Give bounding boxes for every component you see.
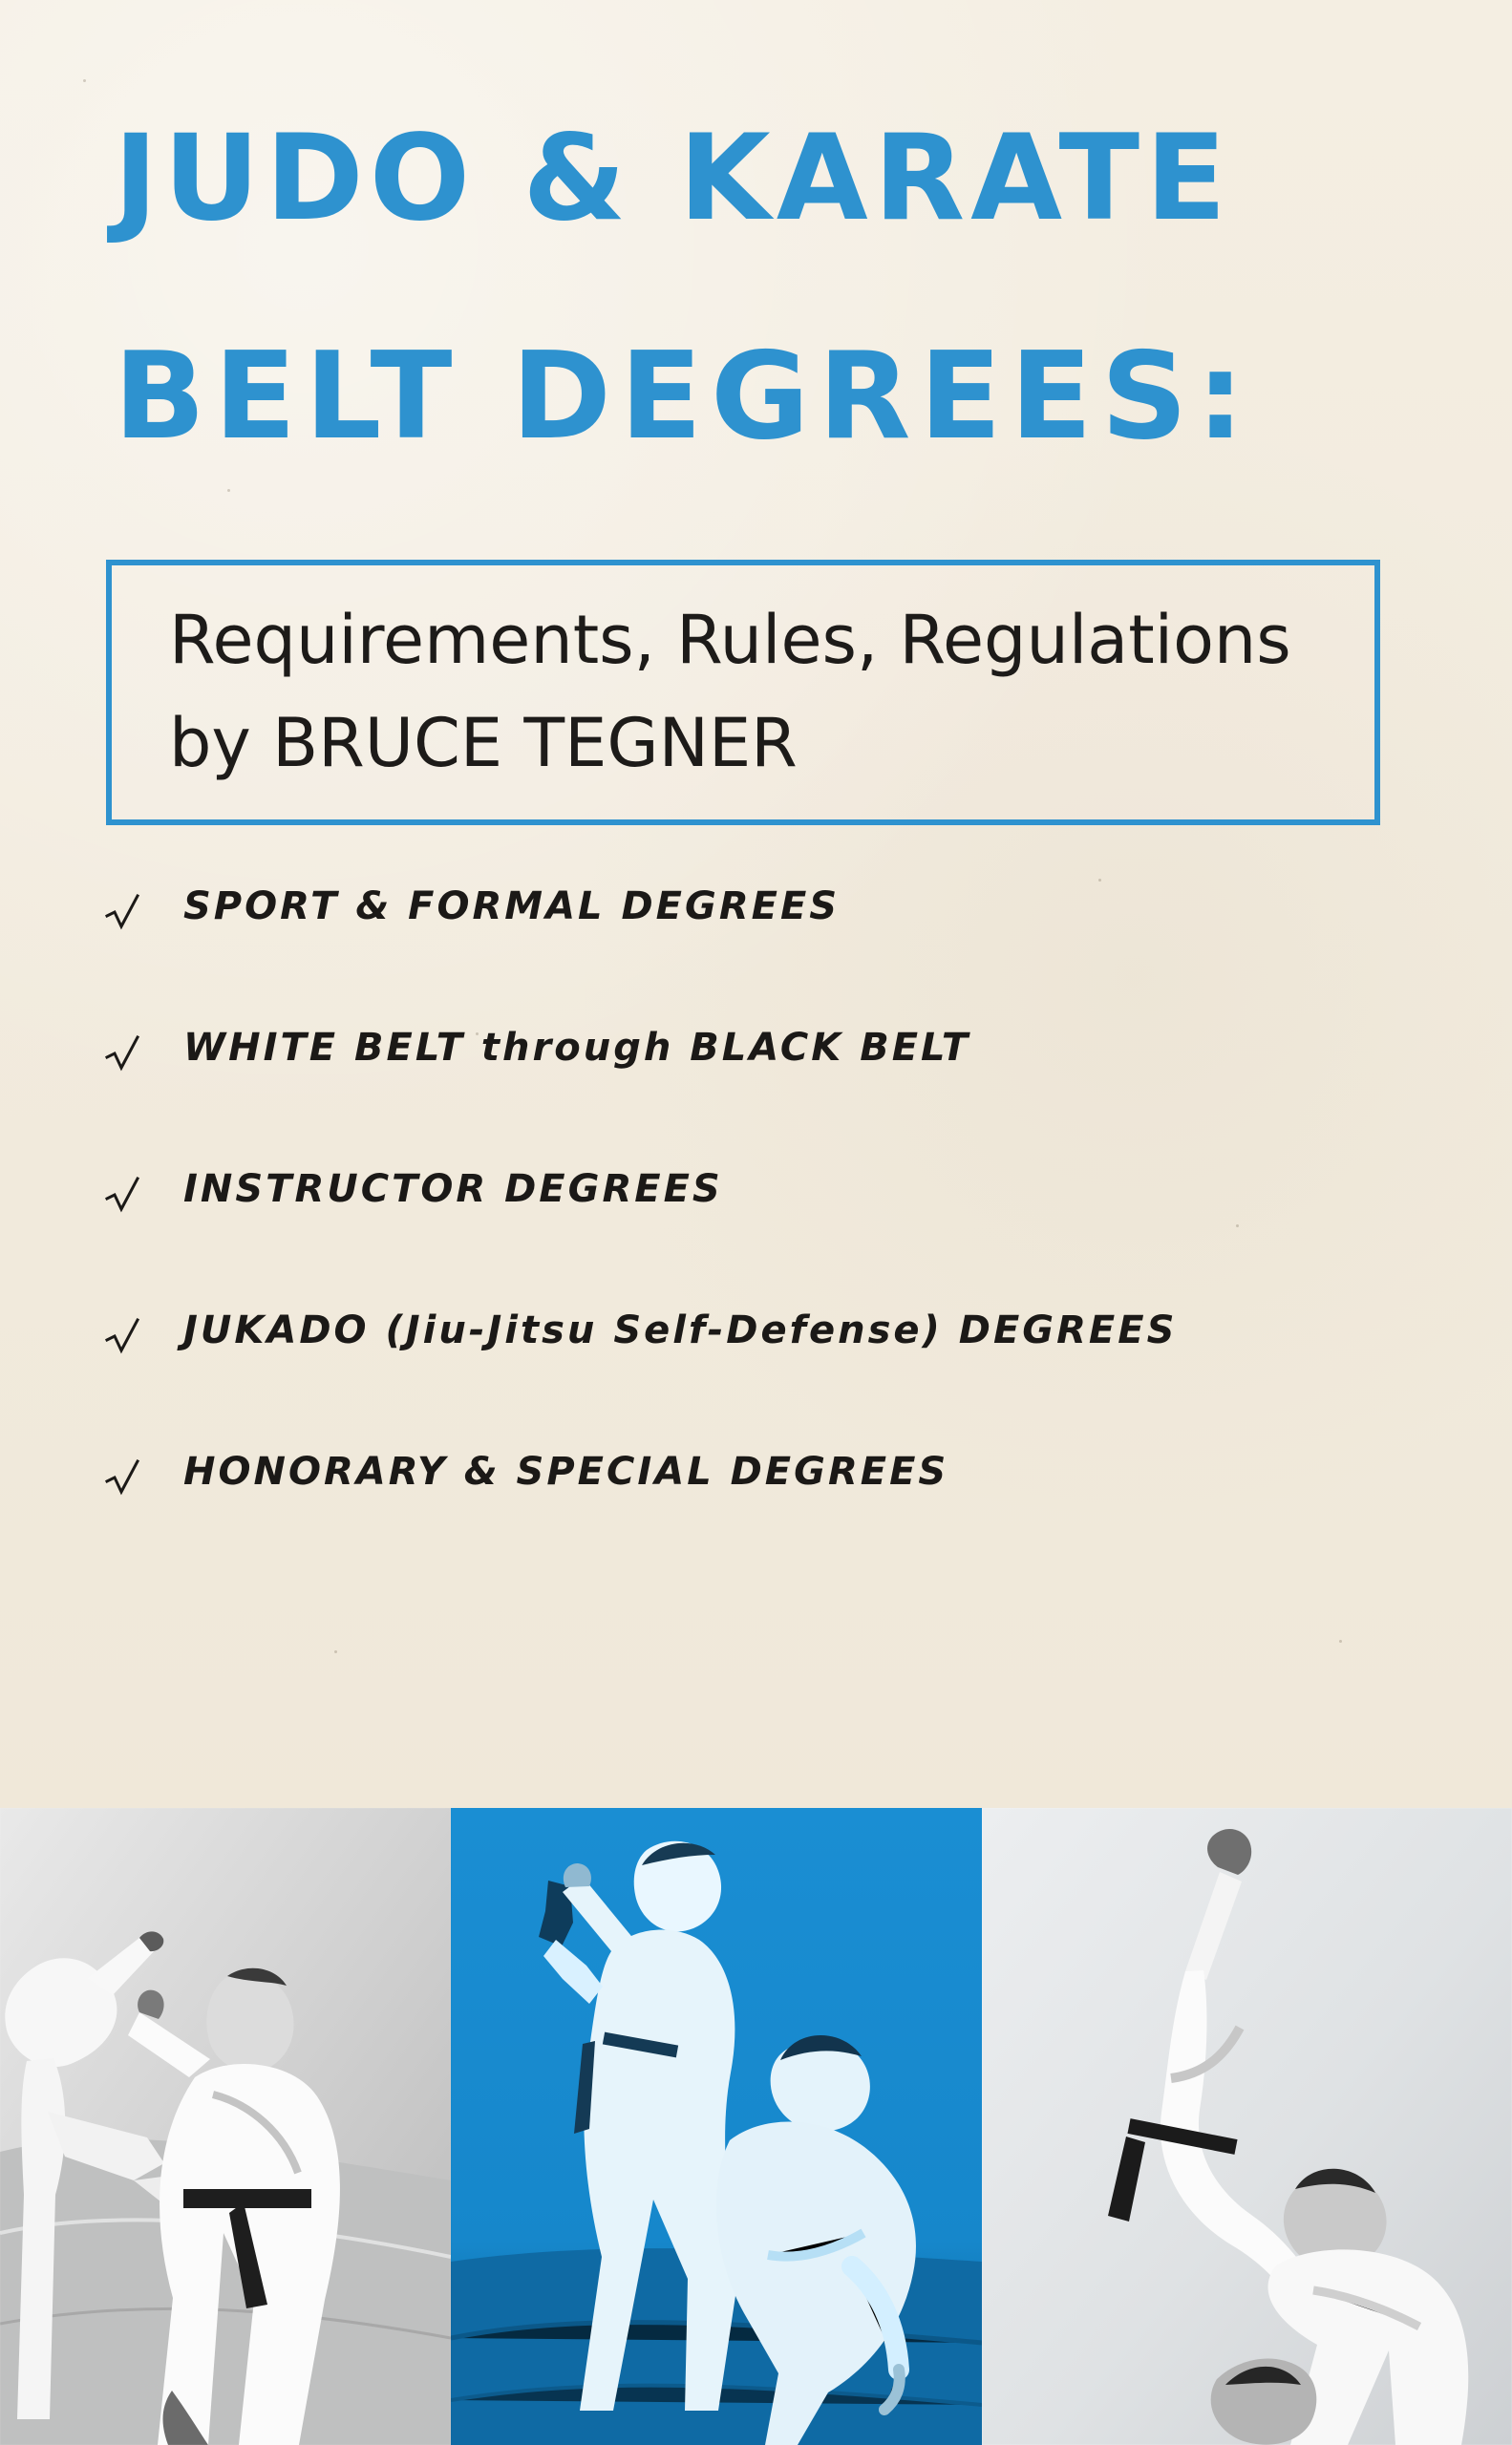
title-line-1: JUDO & KARATE [114, 110, 1232, 247]
blue-demonstration-illustration [451, 1808, 982, 2445]
paper-speck [1098, 879, 1101, 882]
feature-text: INSTRUCTOR DEGREES [183, 1167, 723, 1211]
check-icon [105, 1176, 141, 1216]
title-line-2: BELT DEGREES: [114, 326, 1253, 466]
paper-speck [83, 79, 86, 82]
judo-throw-illustration [982, 1808, 1512, 2445]
photo-strip [0, 1808, 1512, 2445]
feature-item [105, 1308, 1251, 1449]
feature-text: SPORT & FORMAL DEGREES [183, 884, 841, 928]
check-icon [105, 1034, 141, 1074]
feature-item [105, 883, 1251, 1025]
feature-list [105, 883, 1251, 1590]
blue-demonstration-photo [451, 1808, 982, 2445]
feature-text: JUKADO (Jiu-Jitsu Self-Defense) DEGREES [183, 1308, 1178, 1352]
paper-speck [334, 1650, 337, 1653]
subtitle-text: Requirements, Rules, Regulations [169, 601, 1291, 679]
paper-speck [227, 489, 230, 492]
feature-item [105, 1166, 1251, 1308]
karate-kick-illustration [0, 1808, 451, 2445]
karate-kick-photo [0, 1808, 451, 2445]
feature-item [105, 1449, 1251, 1590]
paper-speck [1339, 1640, 1342, 1643]
feature-text: WHITE BELT through BLACK BELT [183, 1026, 971, 1070]
feature-text: HONORARY & SPECIAL DEGREES [183, 1450, 949, 1494]
check-icon [105, 1458, 141, 1499]
check-icon [105, 893, 141, 933]
check-icon [105, 1317, 141, 1357]
author-text: by BRUCE TEGNER [169, 704, 798, 782]
feature-item [105, 1025, 1251, 1166]
judo-throw-photo [982, 1808, 1512, 2445]
subtitle-box [106, 560, 1380, 825]
